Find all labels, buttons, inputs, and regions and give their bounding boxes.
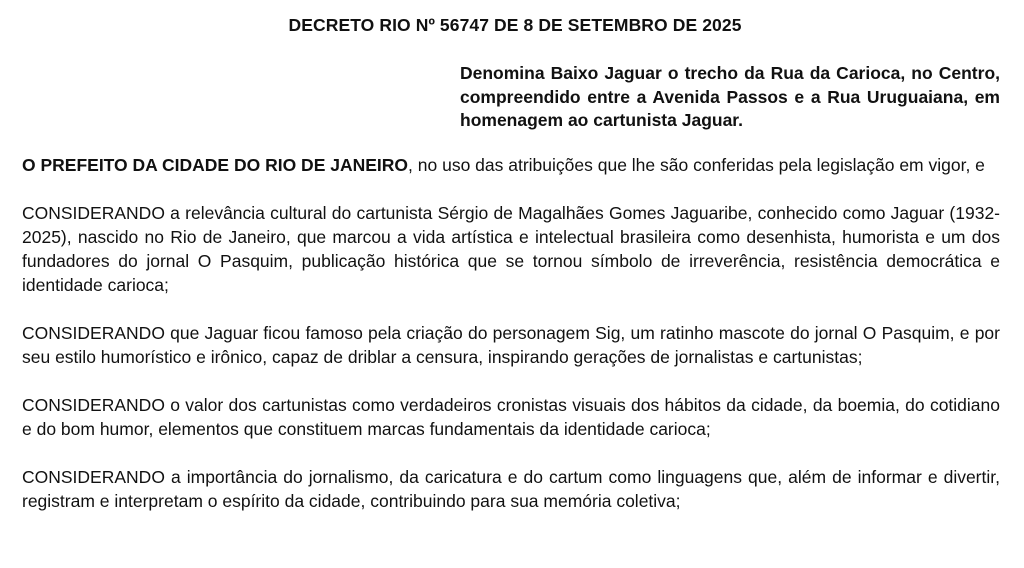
considerando-text: a importância do jornalismo, da caricatura e do cartum como linguagens que, além de informar e divertir, registram e interpretam o espírito da cidade, contribuindo para sua memória coletiva; xyxy=(22,466,1000,511)
considerando-text: a relevância cultural do cartunista Sérgio de Magalhães Gomes Jaguaribe, conhecido como Jaguar (1932-2025), nascido no Rio de Janeiro, que marcou a vida artística e intelectual brasileira como desenhista, humorista e um dos fundadores do jornal O Pasquim, publicação histórica que se tornou símbolo de irreverência, resistência democrática e identidade carioca; xyxy=(22,202,1000,295)
considerando-lead: CONSIDERANDO xyxy=(22,394,165,415)
considerando-text: que Jaguar ficou famoso pela criação do personagem Sig, um ratinho mascote do jornal O Pasquim, e por seu estilo humorístico e irônico, capaz de driblar a censura, inspirando gerações de jornalistas e cartunistas; xyxy=(22,322,1000,367)
considerando-paragraph-3 xyxy=(22,393,1000,441)
considerando-paragraph-2 xyxy=(22,321,1000,369)
intro-paragraph xyxy=(22,153,1000,177)
decree-ementa: Denomina Baixo Jaguar o trecho da Rua da Carioca, no Centro, compreendido entre a Avenida Passos e a Rua Uruguaiana, em homenagem ao cartunista Jaguar. xyxy=(460,63,1000,130)
authority-name: O PREFEITO DA CIDADE DO RIO DE JANEIRO xyxy=(22,154,409,175)
intro-text: , no uso das atribuições que lhe são conferidas pela legislação em vigor, e xyxy=(408,154,985,175)
considerando-text: o valor dos cartunistas como verdadeiros cronistas visuais dos hábitos da cidade, da boemia, do cotidiano e do bom humor, elementos que constituem marcas fundamentais da identidade carioca; xyxy=(22,394,1000,439)
decree-title: DECRETO RIO Nº 56747 DE 8 DE SETEMBRO DE 2025 xyxy=(288,15,742,35)
considerando-lead: CONSIDERANDO xyxy=(22,202,165,223)
considerando-lead: CONSIDERANDO xyxy=(22,466,165,487)
considerando-paragraph-1 xyxy=(22,201,1000,297)
considerando-lead: CONSIDERANDO xyxy=(22,322,165,343)
considerando-paragraph-4 xyxy=(22,465,1000,513)
